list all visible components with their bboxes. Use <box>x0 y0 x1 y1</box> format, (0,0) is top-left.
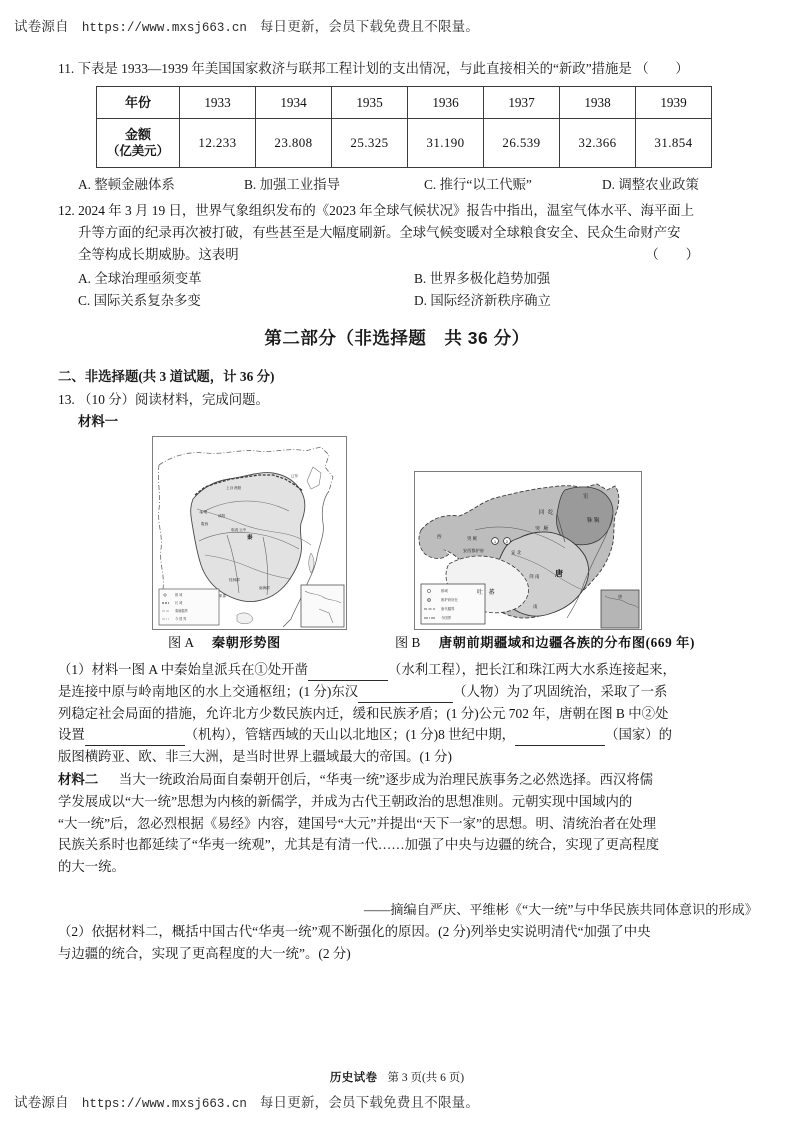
material-two-block <box>58 769 764 878</box>
question-12-line2: 升等方面的纪录再次被打破，有些甚至是大幅度刷新。全球气候变暖对全球粮食安全、民众生命财产安 <box>78 224 681 240</box>
svg-text:上谷 渔阳: 上谷 渔阳 <box>226 486 242 490</box>
question-13-text: （10 分）阅读材料，完成问题。 <box>78 392 269 407</box>
map-a-title: 秦朝形势图 <box>211 635 281 650</box>
table-row <box>97 87 712 119</box>
svg-text:秦: 秦 <box>247 535 253 541</box>
material-one-label: 材料一 <box>78 414 119 429</box>
option-d[interactable]: D. 调整农业政策 <box>602 177 699 192</box>
svg-text:南海郡: 南海郡 <box>259 586 270 590</box>
page-footer <box>0 1069 794 1085</box>
watermark-top <box>14 15 479 35</box>
option-b[interactable]: B. 加强工业指导 <box>244 177 340 192</box>
sub1-line2-a: 是连接中原与岭南地区的水上交通枢纽；(1 分)东汉 <box>58 683 359 699</box>
map-b-title: 唐朝前期疆域和边疆各族的分布图(669 年) <box>438 635 695 650</box>
amount-unit: （亿美元） <box>107 144 169 158</box>
map-b-caption <box>395 632 695 651</box>
watermark-prefix: 试卷源自 <box>14 19 69 34</box>
svg-text:临洮 云中: 临洮 云中 <box>231 528 247 532</box>
svg-text:突 厥: 突 厥 <box>467 536 478 541</box>
map-b-svg <box>415 472 641 629</box>
svg-text:突 厥: 突 厥 <box>535 526 550 532</box>
sub1-line4-c: （国家）的 <box>605 727 673 743</box>
material-two-line5: 的大一统。 <box>58 859 125 875</box>
table-cell-amount: 31.190 <box>408 119 484 168</box>
svg-text:安西都护府: 安西都护府 <box>463 548 484 553</box>
table-cell-year: 1933 <box>180 87 256 119</box>
svg-text:室: 室 <box>583 494 589 500</box>
sub1-line4-a: 设置 <box>58 727 85 743</box>
material-two-line4: 民族关系时也都延续了“华夷一统观”，尤其是有清一代……加强了中央与边疆的统合，实现了更高程度 <box>58 837 660 853</box>
table-cell-year: 1934 <box>256 87 332 119</box>
svg-text:唐: 唐 <box>618 594 622 599</box>
map-a-fig-label: 图 A <box>168 635 194 650</box>
material-two-line2: 学发展成以“大一统”思想为内核的新儒学，并成为古代王朝政治的思想准则。元朝实现中国域内的 <box>58 793 633 809</box>
question-12-line1: 2024 年 3 月 19 日，世界气象组织发布的《2023 年全球气候状况》报告中指出，温室气体水平、海平面上 <box>78 203 695 218</box>
amount-label: 金额 <box>124 127 151 142</box>
answer-blank[interactable] <box>85 731 185 746</box>
map-b-tang-dynasty <box>414 471 642 630</box>
sub1-line2-b: （人物）为了巩固统治，采取了一系 <box>453 683 668 699</box>
watermark-url: https://www.mxsj663.cn <box>81 21 247 35</box>
watermark-url: https://www.mxsj663.cn <box>81 1097 247 1111</box>
question-13-sub2 <box>58 921 764 965</box>
sub1-line3: 列稳定社会局面的措施，允许北方少数民族内迁，缓和民族矛盾；(1 分)公元 702 年，唐朝在图 B 中②处 <box>58 705 669 721</box>
map-a-svg <box>153 437 346 629</box>
svg-text:北 地: 北 地 <box>199 510 208 514</box>
watermark-suffix: 每日更新，会员下载免费且不限量。 <box>259 19 480 34</box>
svg-text:秦朝疆界: 秦朝疆界 <box>175 609 188 613</box>
question-11-stem <box>58 58 689 77</box>
svg-text:剑 南: 剑 南 <box>529 574 540 579</box>
svg-text:南: 南 <box>533 604 538 609</box>
map-a-caption <box>168 632 281 651</box>
svg-text:都 城: 都 城 <box>175 593 183 597</box>
svg-text:都城: 都城 <box>441 589 448 593</box>
material-two-label: 材料二 <box>58 772 99 787</box>
question-11-text: 下表是 1933—1939 年美国国家救济与联邦工程计划的支出情况，与此直接相关的“新政”措施是 <box>77 61 632 76</box>
watermark-prefix: 试卷源自 <box>14 1095 69 1110</box>
sub1-line1-b: （水利工程），把长江和珠江两大水系连接起来， <box>387 662 676 677</box>
option-a[interactable]: A. 全球治理亟须变革 <box>78 271 202 286</box>
svg-text:唐代疆界: 唐代疆界 <box>441 607 455 611</box>
table-header-amount <box>97 119 180 168</box>
sub1-line1-a: （1）材料一图 A 中秦始皇派兵在①处开凿 <box>58 662 308 677</box>
sub2-line1: （2）依据材料二，概括中国古代“华夷一统”观不断强化的原因。(2 分)列举史实说明清代“加强了中央 <box>58 924 651 939</box>
option-c[interactable]: C. 推行“以工代赈” <box>424 177 532 192</box>
map-b-fig-label: 图 B <box>395 635 421 650</box>
svg-text:靺 鞨: 靺 鞨 <box>587 518 600 524</box>
table-cell-amount: 31.854 <box>636 119 712 168</box>
table-cell-amount: 26.539 <box>484 119 560 168</box>
question-13-stem <box>58 389 758 411</box>
question-13-number: 13. <box>58 392 75 407</box>
table-cell-amount: 12.233 <box>180 119 256 168</box>
option-d[interactable]: D. 国际经济新秩序确立 <box>414 293 551 308</box>
table-row <box>97 119 712 168</box>
question-11-answer-bracket: （ ） <box>635 61 689 76</box>
question-12-options-row1 <box>78 268 738 287</box>
svg-text:长 城: 长 城 <box>175 601 183 605</box>
watermark-bottom <box>14 1091 479 1111</box>
svg-text:辽东: 辽东 <box>291 474 299 478</box>
svg-text:唐: 唐 <box>555 569 563 578</box>
sub2-line2: 与边疆的统合，实现了更高程度的大一统”。(2 分) <box>58 945 351 961</box>
question-11-options <box>78 174 778 193</box>
question-12-stem <box>58 200 764 265</box>
table-cell-amount: 23.808 <box>256 119 332 168</box>
svg-text:回 纥: 回 纥 <box>539 510 555 516</box>
svg-text:陇西: 陇西 <box>201 522 209 526</box>
svg-text:西: 西 <box>437 534 442 539</box>
question-12-options-row2 <box>78 290 738 309</box>
map-a-qin-dynasty <box>152 436 347 630</box>
option-a[interactable]: A. 整顿金融体系 <box>78 177 175 192</box>
svg-text:咸阳: 咸阳 <box>218 514 226 518</box>
question-11-table <box>96 86 712 168</box>
answer-blank[interactable] <box>308 666 388 681</box>
svg-text:2: 2 <box>505 539 509 544</box>
question-13-sub1 <box>58 659 764 768</box>
answer-blank[interactable] <box>515 731 605 746</box>
table-cell-amount: 25.325 <box>332 119 408 168</box>
table-cell-year: 1936 <box>408 87 484 119</box>
svg-text:1: 1 <box>493 539 497 544</box>
material-two-source: ——摘编自严庆、平维彬《“大一统”与中华民族共同体意识的形成》 <box>363 902 758 917</box>
svg-text:象郡: 象郡 <box>219 594 227 598</box>
svg-text:都护府所在: 都护府所在 <box>441 598 458 602</box>
svg-text:吐 蕃: 吐 蕃 <box>477 590 497 596</box>
footer-page-number: 第 3 页(共 6 页) <box>387 1072 465 1084</box>
sub1-line4-b: （机构），管辖西域的天山以北地区；(1 分)8 世纪中期， <box>184 727 516 743</box>
answer-blank[interactable] <box>358 688 453 703</box>
part-two-heading: 第二部分（非选择题 共 36 分） <box>264 328 530 348</box>
table-cell-year: 1938 <box>560 87 636 119</box>
svg-text:今国界: 今国界 <box>441 616 452 620</box>
table-cell-amount: 32.366 <box>560 119 636 168</box>
option-b[interactable]: B. 世界多极化趋势加强 <box>414 271 551 286</box>
question-12-line3: 全等构成长期威胁。这表明 <box>78 246 239 262</box>
table-cell-year: 1935 <box>332 87 408 119</box>
svg-text:安 北: 安 北 <box>511 550 522 555</box>
material-two-line1: 当大一统政治局面自秦朝开创后，“华夷一统”逐步成为治理民族事务之必然选择。西汉将儒 <box>118 772 654 787</box>
material-two-line3: “大一统”后，忽必烈根据《易经》内容，建国号“大元”并提出“天下一家”的思想。明、清统治者在处理 <box>58 815 657 831</box>
question-11-number: 11. <box>58 61 75 76</box>
svg-text:今 国 界: 今 国 界 <box>175 617 187 621</box>
option-c[interactable]: C. 国际关系复杂多变 <box>78 293 201 308</box>
question-12-answer-bracket: （ ） <box>645 246 699 262</box>
watermark-suffix: 每日更新，会员下载免费且不限量。 <box>259 1095 480 1110</box>
table-cell-year: 1937 <box>484 87 560 119</box>
svg-text:桂林郡: 桂林郡 <box>229 578 240 582</box>
question-12-number: 12. <box>58 203 75 218</box>
sub1-line5: 版图横跨亚、欧、非三大洲，是当时世界上疆域最大的帝国。(1 分) <box>58 749 452 765</box>
table-cell-year: 1939 <box>636 87 712 119</box>
footer-paper-title: 历史试卷 <box>329 1072 378 1084</box>
table-header-year: 年份 <box>97 87 180 119</box>
section-two-heading: 二、非选择题(共 3 道试题，计 36 分) <box>58 369 275 384</box>
